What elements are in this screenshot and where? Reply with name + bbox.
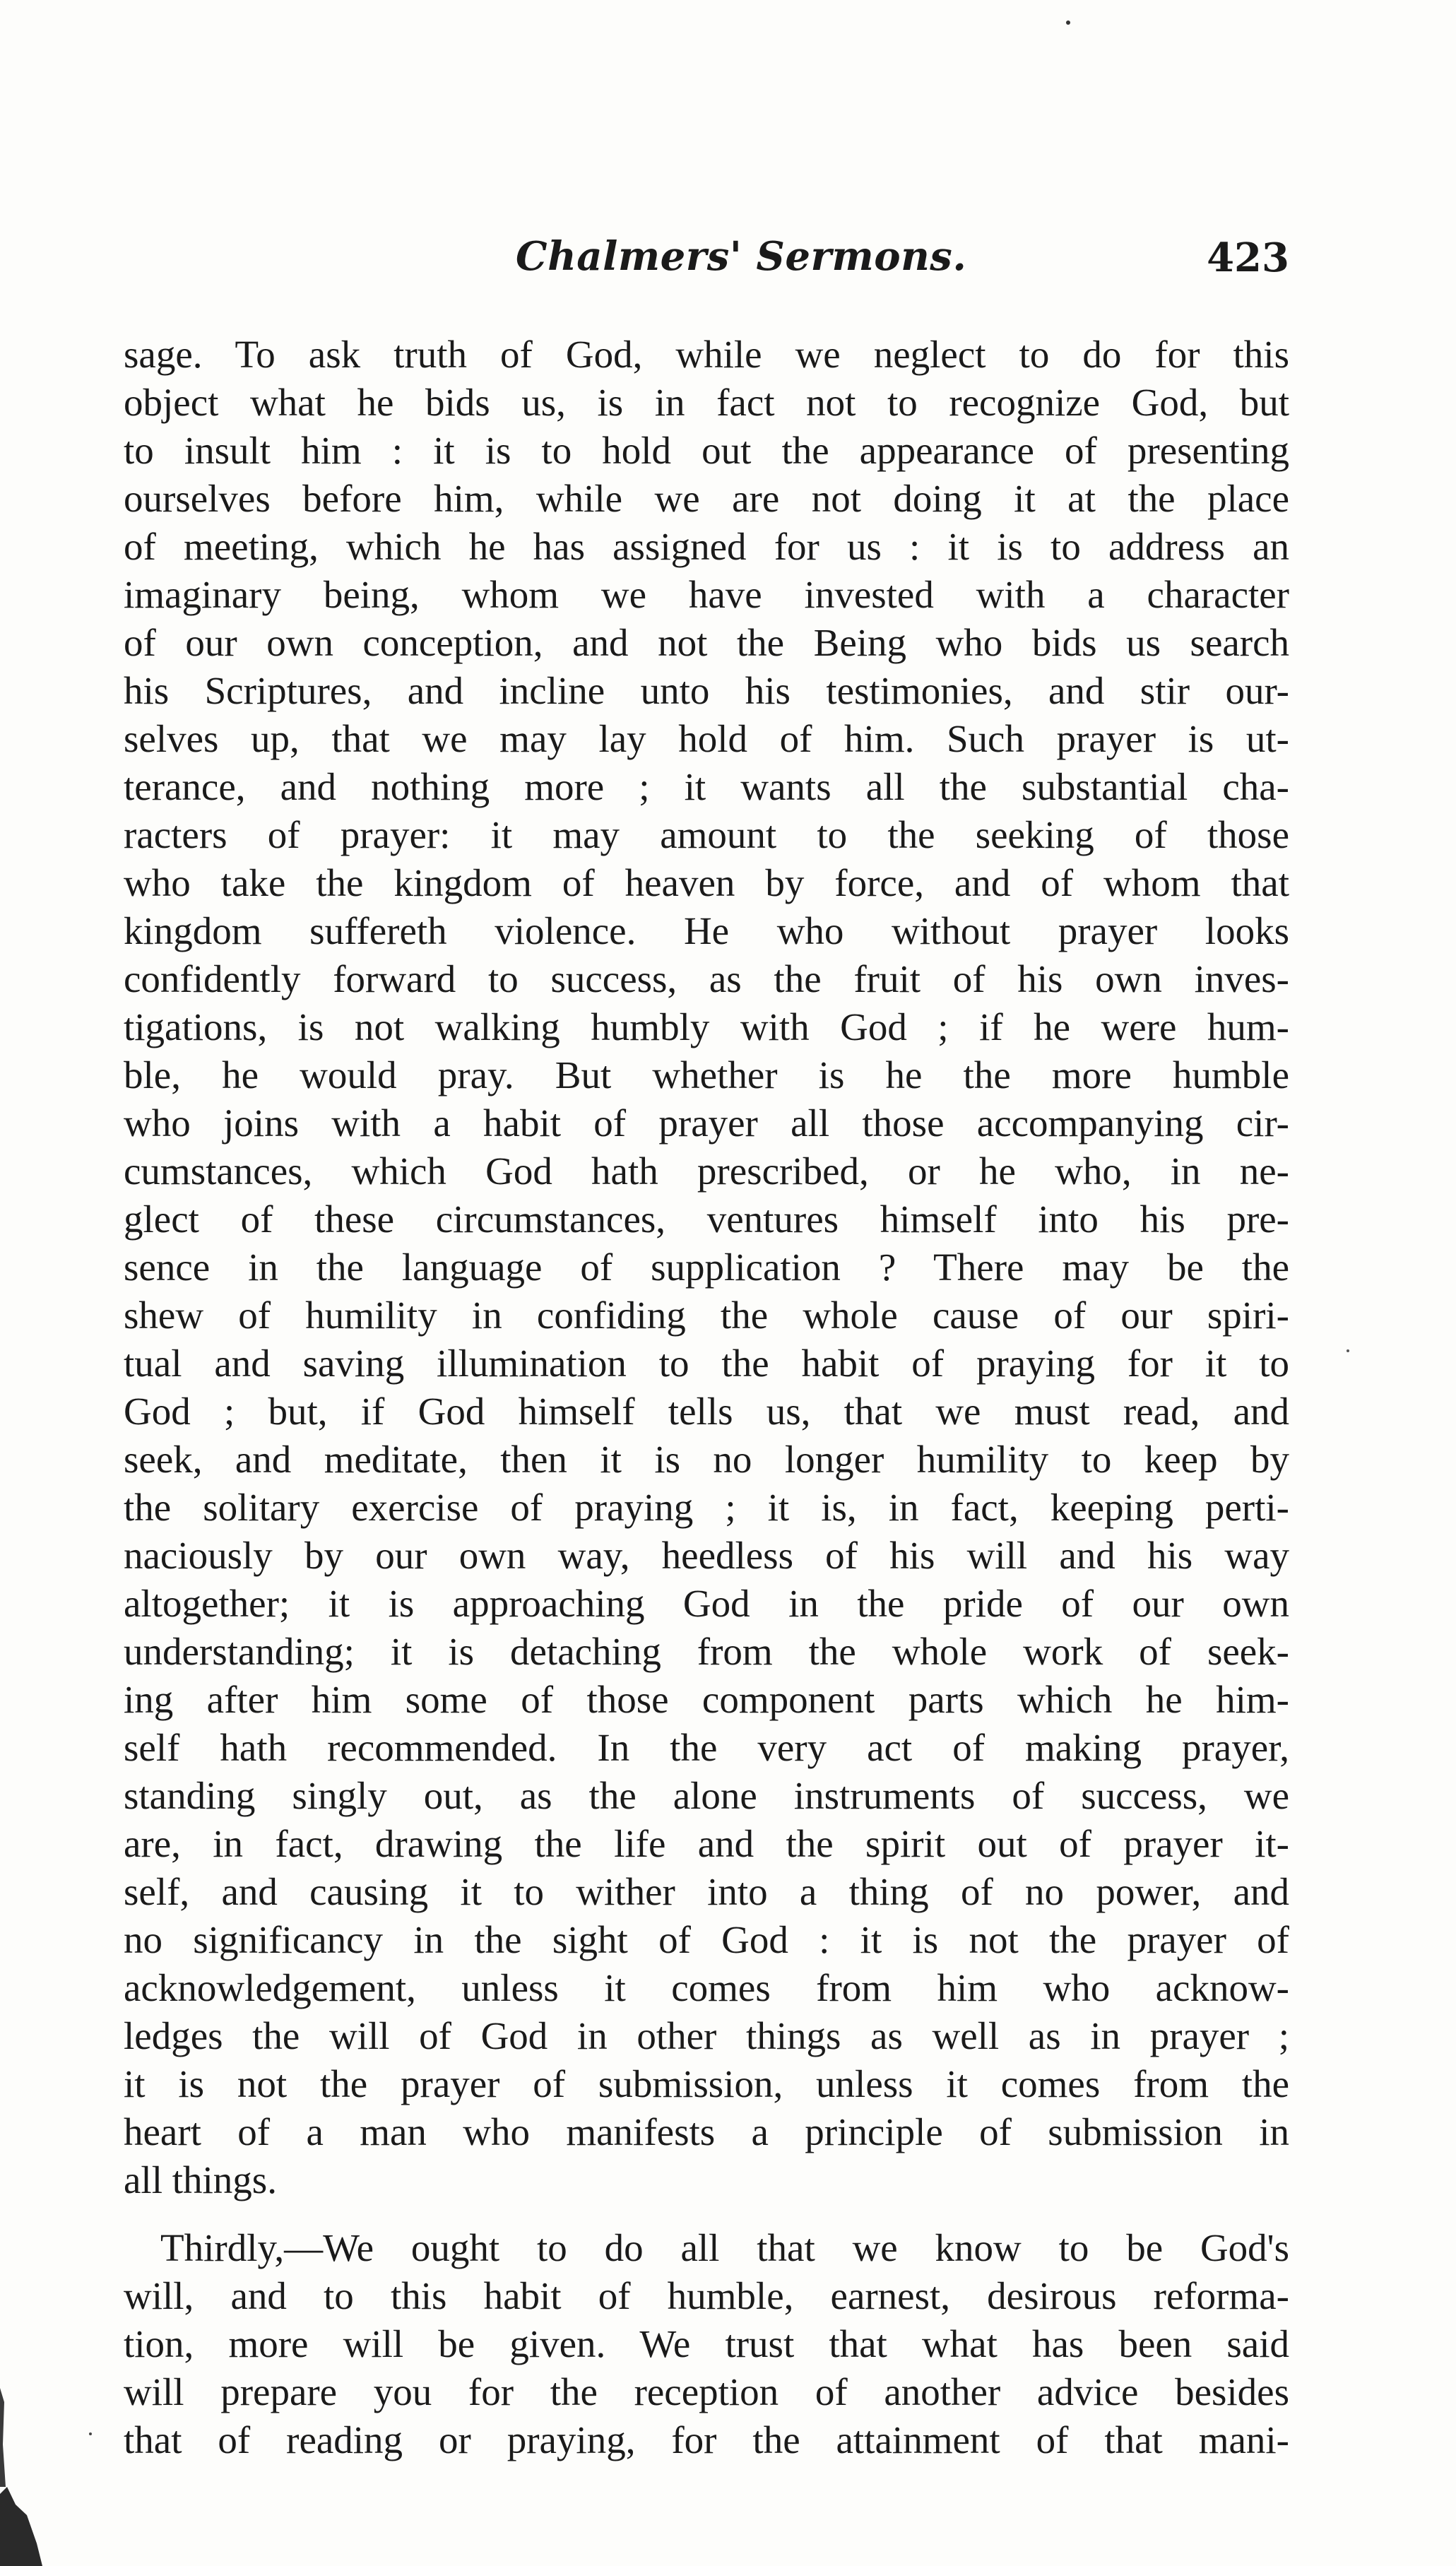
page-edge-mark bbox=[0, 2388, 6, 2487]
text-line: confidently forward to success, as the fruit of his own inves- bbox=[124, 957, 1289, 1000]
text-line: heart of a man who manifests a principle of submission in bbox=[124, 2110, 1289, 2153]
text-line: ble, he would pray. But whether is he the more humble bbox=[124, 1053, 1289, 1096]
text-line: seek, and meditate, then it is no longer humility to keep by bbox=[124, 1438, 1289, 1481]
text-line: his Scriptures, and incline unto his testimonies, and stir our- bbox=[124, 669, 1289, 712]
text-line: terance, and nothing more ; it wants all the substantial cha- bbox=[124, 765, 1289, 808]
text-line: imaginary being, whom we have invested with a character bbox=[124, 573, 1289, 616]
page-edge-mark bbox=[0, 2487, 42, 2566]
paragraph-1 bbox=[124, 331, 1289, 2204]
running-title: Chalmers' Sermons. bbox=[516, 233, 967, 280]
text-line: of meeting, which he has assigned for us : it is to address an bbox=[124, 525, 1289, 568]
text-line: God ; but, if God himself tells us, that we must read, and bbox=[124, 1390, 1289, 1433]
text-line: shew of humility in confiding the whole cause of our spiri- bbox=[124, 1294, 1289, 1337]
text-line: acknowledgement, unless it comes from him who acknow- bbox=[124, 1966, 1289, 2009]
body-text bbox=[124, 331, 1289, 2464]
text-line: Thirdly,—We ought to do all that we know to be God's bbox=[160, 2226, 1289, 2269]
text-line: ing after him some of those component parts which he him- bbox=[124, 1678, 1289, 1721]
text-line: altogether; it is approaching God in the pride of our own bbox=[124, 1582, 1289, 1625]
ink-speck bbox=[1066, 20, 1070, 25]
text-line: that of reading or praying, for the attainment of that mani- bbox=[124, 2418, 1289, 2461]
text-line: kingdom suffereth violence. He who without prayer looks bbox=[124, 909, 1289, 952]
text-line: to insult him : it is to hold out the appearance of presenting bbox=[124, 429, 1289, 472]
text-line: no significancy in the sight of God : it is not the prayer of bbox=[124, 1918, 1289, 1961]
text-line: of our own conception, and not the Being who bids us search bbox=[124, 621, 1289, 664]
text-line: tual and saving illumination to the habit of praying for it to bbox=[124, 1342, 1289, 1385]
text-line: will prepare you for the reception of another advice besides bbox=[124, 2370, 1289, 2413]
text-line: self hath recommended. In the very act of making prayer, bbox=[124, 1726, 1289, 1769]
ink-speck bbox=[89, 2432, 92, 2435]
text-line: who take the kingdom of heaven by force, and of whom that bbox=[124, 861, 1289, 904]
text-line: cumstances, which God hath prescribed, or he who, in ne- bbox=[124, 1149, 1289, 1193]
paragraph-gap bbox=[124, 2204, 1289, 2224]
text-line: are, in fact, drawing the life and the spirit out of prayer it- bbox=[124, 1822, 1289, 1865]
ink-speck bbox=[1346, 1349, 1349, 1352]
paragraph-2 bbox=[124, 2224, 1289, 2464]
text-line: standing singly out, as the alone instruments of success, we bbox=[124, 1774, 1289, 1817]
text-line: naciously by our own way, heedless of his will and his way bbox=[124, 1534, 1289, 1577]
text-line: the solitary exercise of praying ; it is, in fact, keeping perti- bbox=[124, 1486, 1289, 1529]
text-line: self, and causing it to wither into a thing of no power, and bbox=[124, 1870, 1289, 1913]
page-number: 423 bbox=[1207, 235, 1289, 281]
text-line: tigations, is not walking humbly with God ; if he were hum- bbox=[124, 1005, 1289, 1048]
text-line: all things. bbox=[124, 2158, 277, 2201]
text-line: sence in the language of supplication ? There may be the bbox=[124, 1246, 1289, 1289]
text-line: ourselves before him, while we are not doing it at the place bbox=[124, 477, 1289, 520]
text-line: it is not the prayer of submission, unless it comes from the bbox=[124, 2062, 1289, 2105]
text-line: glect of these circumstances, ventures himself into his pre- bbox=[124, 1198, 1289, 1241]
text-line: who joins with a habit of prayer all those accompanying cir- bbox=[124, 1101, 1289, 1145]
text-line: tion, more will be given. We trust that what has been said bbox=[124, 2322, 1289, 2365]
text-line: sage. To ask truth of God, while we neglect to do for this bbox=[124, 333, 1289, 376]
text-line: understanding; it is detaching from the whole work of seek- bbox=[124, 1630, 1289, 1673]
text-line: object what he bids us, is in fact not to recognize God, but bbox=[124, 381, 1289, 424]
text-line: ledges the will of God in other things as well as in prayer ; bbox=[124, 2014, 1289, 2057]
running-head bbox=[124, 233, 1289, 297]
text-line: selves up, that we may lay hold of him. Such prayer is ut- bbox=[124, 717, 1289, 760]
text-line: will, and to this habit of humble, earnest, desirous reforma- bbox=[124, 2274, 1289, 2317]
text-line: racters of prayer: it may amount to the seeking of those bbox=[124, 813, 1289, 856]
